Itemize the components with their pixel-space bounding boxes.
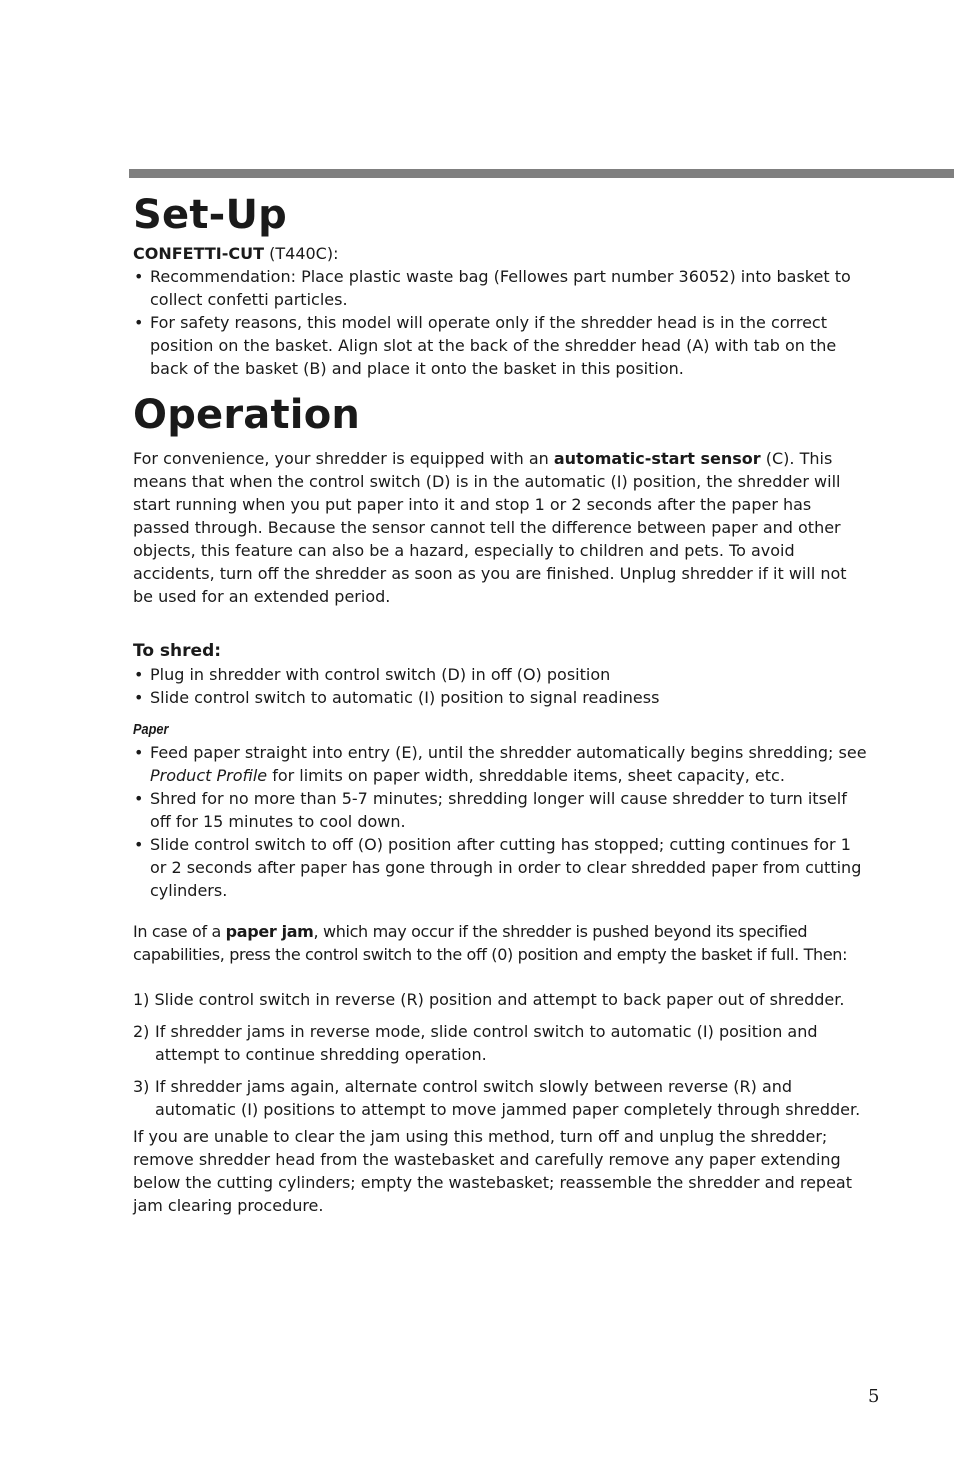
confetti-cut-label: CONFETTI-CUT: [133, 244, 265, 263]
jam-text-rest: , which may occur if the shredder is pushed beyond its specified capabilities, press the control switch to the off (0) position and empty the basket if full. Then:: [133, 922, 848, 964]
setup-heading: Set-Up: [133, 192, 287, 238]
to-shred-bullet: • Plug in shredder with control switch (D) in off (O) position: [133, 663, 869, 686]
setup-bullet: • Recommendation: Place plastic waste bag (Fellowes part number 36052) into basket to collect confetti particles.: [133, 265, 869, 311]
paper-subheading: Paper: [133, 721, 169, 738]
closing-paragraph: If you are unable to clear the jam using this method, turn off and unplug the shredder; remove shredder head from the wastebasket and carefully remove any paper extending below the cutting cylinders; empty the wastebasket; reassemble the shredder and repeat jam clearing procedure.: [133, 1127, 852, 1215]
paper-jam-term: paper jam: [225, 922, 314, 941]
step-number: 3): [133, 1077, 150, 1096]
product-profile-reference: Product Profile: [150, 766, 268, 785]
setup-bullet-list: [133, 265, 869, 380]
step-text: Slide control switch in reverse (R) position and attempt to back paper out of shredder.: [154, 990, 845, 1009]
paper-bullet: [133, 741, 869, 787]
paper-bullet: • Slide control switch to off (O) position after cutting has stopped; cutting continues for 1 or 2 seconds after paper has gone through in order to clear shredded paper from cutting cylinders.: [133, 833, 869, 902]
paper-bullet: • Shred for no more than 5-7 minutes; shredding longer will cause shredder to turn itself off for 15 minutes to cool down.: [133, 787, 869, 833]
paper-bullet-text: Feed paper straight into entry (E), until the shredder automatically begins shredding; see: [150, 743, 867, 762]
top-divider-bar: [129, 169, 954, 178]
jam-step: [133, 988, 869, 1011]
step-text: If shredder jams in reverse mode, slide control switch to automatic (I) position and attempt to continue shredding operation.: [155, 1022, 818, 1064]
setup-bullet: • For safety reasons, this model will operate only if the shredder head is in the correct position on the basket. Align slot at the back of the shredder head (A) with tab on the back of the basket (B) and place it onto the basket in this position.: [133, 311, 869, 380]
to-shred-bullet-list: [133, 663, 869, 709]
paper-bullet-text: for limits on paper width, shreddable items, sheet capacity, etc.: [267, 766, 785, 785]
intro-text-rest: (C). This means that when the control switch (D) is in the automatic (I) position, the shredder will start running when you put paper into it and stop 1 or 2 seconds after the paper has passed through. Because the sensor cannot tell the difference between paper and other objects, this feature can also be a hazard, especially to children and pets. To avoid accidents, turn off the shredder as soon as you are finished. Unplug shredder if it will not be used for an extended period.: [133, 449, 847, 606]
page-number: 5: [868, 1386, 880, 1407]
step-number: 2): [133, 1022, 150, 1041]
step-text: If shredder jams again, alternate control switch slowly between reverse (R) and automatic (I) positions to attempt to move jammed paper completely through shredder.: [155, 1077, 861, 1119]
operation-intro: [133, 447, 869, 608]
confetti-cut-line: [133, 242, 869, 265]
paper-bullet-list: [133, 741, 869, 902]
jam-step: [133, 1020, 869, 1066]
jam-steps-list: [133, 988, 869, 1121]
to-shred-heading: To shred:: [133, 641, 222, 661]
page-content: [133, 190, 869, 1217]
automatic-start-sensor-term: automatic-start sensor: [553, 449, 761, 468]
confetti-cut-model: (T440C):: [264, 244, 339, 263]
step-number: 1): [133, 990, 150, 1009]
paper-jam-paragraph: [133, 920, 869, 966]
paper-subheading-line: [133, 717, 869, 741]
to-shred-bullet: • Slide control switch to automatic (I) position to signal readiness: [133, 686, 869, 709]
jam-text-start: In case of a: [133, 922, 226, 941]
intro-text-start: For convenience, your shredder is equipped with an: [133, 449, 554, 468]
operation-heading: Operation: [133, 392, 361, 438]
jam-step: [133, 1075, 869, 1121]
